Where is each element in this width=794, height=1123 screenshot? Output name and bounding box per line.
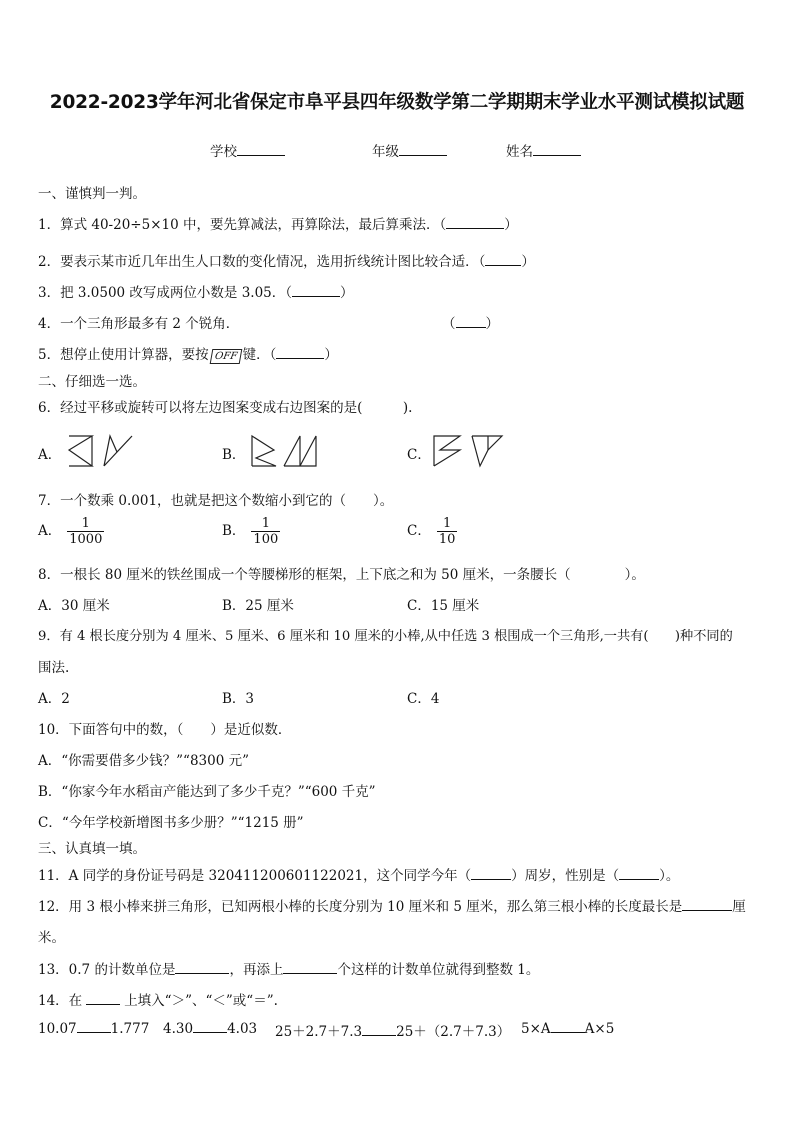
answer-blank-4[interactable]: [456, 315, 486, 328]
q14-item-2: 4.30 4.03: [163, 1021, 258, 1037]
answer-blank-11-age[interactable]: [471, 867, 511, 880]
q6-figure-a: [64, 432, 136, 470]
question-5: 5．想停止使用计算器，要按 OFF 键．（ ）: [38, 347, 338, 363]
school-label: 学校: [210, 144, 237, 160]
q8-option-a[interactable]: A．30 厘米: [38, 598, 110, 614]
q14-item-3: 25＋2.7＋7.3 25＋（2.7＋7.3）: [275, 1024, 511, 1040]
q14-item-1: 10.07 1.777: [38, 1021, 150, 1037]
name-label: 姓名: [506, 144, 533, 160]
fraction-1-100: $\frac{1}{100}$: [253, 516, 279, 547]
q7-option-a[interactable]: A． $\frac{1}{1000}$: [38, 516, 103, 547]
q9-option-b[interactable]: B．3: [222, 691, 255, 707]
question-12: 12．用 3 根小棒来拼三角形，已知两根小棒的长度分别为 10 厘米和 5 厘米，那么第三根小棒的长度最长是 厘: [38, 899, 746, 915]
question-7: 7．一个数乘 0.001，也就是把这个数缩小到它的（ ）。: [38, 493, 394, 509]
answer-blank-14-1[interactable]: [77, 1020, 111, 1033]
q9-option-a[interactable]: A．2: [38, 691, 70, 707]
answer-blank-14-2[interactable]: [193, 1020, 227, 1033]
question-9: 9．有 4 根长度分别为 4 厘米、5 厘米、6 厘米和 10 厘米的小棒,从中任选 3 根围成一个三角形,一共有( )种不同的: [38, 629, 733, 644]
question-13: 13．0.7 的计数单位是 ，再添上 个这样的计数单位就得到整数 1。: [38, 962, 540, 978]
answer-blank-12[interactable]: [682, 898, 732, 911]
question-8: 8．一根长 80 厘米的铁丝围成一个等腰梯形的框架，上下底之和为 50 厘米，一条腰长（ ）。: [38, 567, 645, 583]
q6-figure-c: [432, 432, 504, 470]
q14-example-blank: [86, 992, 120, 1005]
question-4: 4．一个三角形最多有 2 个锐角．: [38, 316, 240, 332]
q8-option-b[interactable]: B．25 厘米: [222, 598, 294, 614]
q8-option-c[interactable]: C．15 厘米: [407, 598, 480, 614]
q6-figure-b: [248, 432, 320, 470]
question-2: 2．要表示某市近几年出生人口数的变化情况，选用折线统计图比较合适．（ ）: [38, 254, 535, 270]
question-11: 11．A 同学的身份证号码是 320411200601122021，这个同学今年（ ）周岁，性别是（ ）。: [38, 868, 680, 884]
q6-option-c[interactable]: C．: [407, 447, 431, 463]
answer-blank-1[interactable]: [446, 216, 504, 229]
page-title: 2022-2023学年河北省保定市阜平县四年级数学第二学期期末学业水平测试模拟试题: [49, 92, 745, 113]
q10-option-c[interactable]: C．“今年学校新增图书多少册？”“1215 册”: [38, 815, 304, 831]
grade-blank[interactable]: [399, 141, 447, 156]
question-1: 1．算式 40-20÷5×10 中，要先算减法，再算除法，最后算乘法．（ ）: [38, 217, 518, 233]
answer-blank-11-gender[interactable]: [619, 867, 659, 880]
question-9-line-2: 围法.: [38, 660, 70, 676]
answer-blank-5[interactable]: [276, 346, 324, 359]
question-10: 10．下面答句中的数，（ ）是近似数．: [38, 722, 292, 738]
q10-option-b[interactable]: B．“你家今年水稻亩产能达到了多少千克？”“600 千克”: [38, 784, 376, 800]
grade-field: [372, 140, 447, 160]
name-blank[interactable]: [533, 141, 581, 156]
school-field: [210, 140, 285, 160]
question-6: 6．经过平移或旋转可以将左边图案变成右边图案的是( ).: [38, 400, 413, 416]
name-field: [506, 140, 581, 160]
q6-option-b[interactable]: B．: [222, 447, 246, 463]
q6-option-a[interactable]: A．: [38, 447, 62, 463]
q14-item-4: 5×A A×5: [521, 1021, 615, 1037]
question-14: 14．在 上填入“＞”、“＜”或“＝”.: [38, 993, 278, 1009]
answer-blank-13-count[interactable]: [283, 961, 337, 974]
school-blank[interactable]: [237, 141, 285, 156]
q7-option-c[interactable]: C． $\frac{1}{10}$: [407, 516, 456, 547]
section-1-heading: 一、谨慎判一判。: [38, 186, 146, 202]
answer-blank-2[interactable]: [485, 253, 521, 266]
answer-blank-14-4[interactable]: [551, 1020, 585, 1033]
grade-label: 年级: [372, 144, 399, 160]
answer-blank-14-3[interactable]: [362, 1023, 396, 1036]
fraction-1-1000: $\frac{1}{1000}$: [69, 516, 103, 547]
question-12-line-2: 米。: [38, 930, 65, 946]
question-3: 3．把 3.0500 改写成两位小数是 3.05．（ ）: [38, 285, 354, 301]
q7-option-b[interactable]: B． $\frac{1}{100}$: [222, 516, 279, 547]
answer-blank-3[interactable]: [292, 284, 340, 297]
q9-option-c[interactable]: C．4: [407, 691, 440, 707]
q10-option-a[interactable]: A．“你需要借多少钱？”“8300 元”: [38, 753, 250, 769]
question-4-answer: （ ）: [442, 316, 499, 332]
section-3-heading: 三、认真填一填。: [38, 841, 146, 857]
off-key-icon: OFF: [209, 349, 242, 364]
fraction-1-10: $\frac{1}{10}$: [438, 516, 456, 547]
answer-blank-13-unit[interactable]: [175, 961, 229, 974]
section-2-heading: 二、仔细选一选。: [38, 374, 146, 390]
